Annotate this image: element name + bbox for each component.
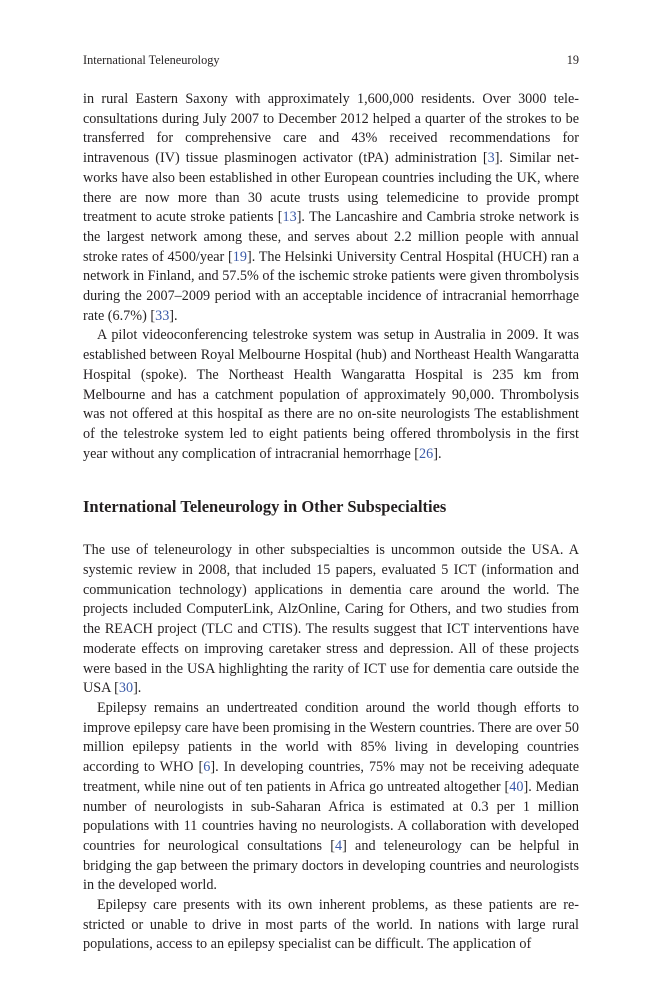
running-head-title: International Teleneurology <box>83 53 220 67</box>
citation-link[interactable]: 33 <box>155 307 170 324</box>
page-number: 19 <box>566 53 579 67</box>
paragraph-epilepsy-care <box>83 896 579 955</box>
text-run: ]. The Lancashire and Cambria stroke network is the largest network among these, and serves about 2.2 million people with annual stroke rates of 4500/year [ <box>83 209 580 265</box>
running-head <box>83 52 579 68</box>
citation-link[interactable]: 3 <box>487 150 495 167</box>
text-run: ]. Similar networks have also been established in other European countries including the UK, where there are now more than 30 acute trusts using telemedicine to provide prompt treatment to acute stroke patients [ <box>83 150 579 226</box>
citation-link[interactable]: 6 <box>203 759 211 776</box>
text-run: A pilot videoconferencing telestroke system was setup in Australia in 2009. It was established between Royal Melbourne Hospital (hub) and Northeast Health Wangaratta Hospital (spoke). The Northeast Health Wangaratta Hospital is 235 km from Melbourne and has a catchment population of approximately 90,000. Thrombolysis was not offered at this hospitaI as there are no on-site neurologists The establishment of the telestroke system led to eight patients being offered thrombolysis in the first year without any complication of intracranial hemorrhage [ <box>83 327 579 462</box>
text-run: ]. <box>133 680 142 697</box>
text-run: ]. <box>169 307 178 324</box>
citation-link[interactable]: 13 <box>282 209 297 226</box>
citation-link[interactable]: 40 <box>509 778 524 795</box>
text-run: in rural Eastern Saxony with approximately 1,600,000 residents. Over 3000 teleconsultations during July 2007 to December 2012 helped a quarter of the strokes to be transferred for comprehensive care and 43% received recommendations for intravenous (IV) tissue plasminogen activator (tPA) administration [ <box>83 91 579 167</box>
body-text <box>83 90 579 955</box>
section-heading: International Teleneurology in Other Subspecialties <box>83 497 447 517</box>
text-run: ]. The Helsinki University Central Hospital (HUCH) ran a network in Finland, and 57.5% of the ischemic stroke patients were given thrombolysis during the 2007–2009 period with an acceptable incidence of intracranial hemorrhage rate (6.7%) [ <box>83 248 579 324</box>
paragraph-saxony-networks <box>83 90 579 326</box>
paragraph-dementia-ict <box>83 541 579 699</box>
text-run: Epilepsy care presents with its own inherent problems, as these patients are restricted or unable to drive in most parts of the world. In nations with large rural populations, access to an epilepsy specialist can be difficult. The application of <box>83 897 579 953</box>
paragraph-epilepsy-undertreated <box>83 699 579 896</box>
citation-link[interactable]: 4 <box>335 837 343 854</box>
text-run: ]. <box>433 445 442 462</box>
text-run: Epilepsy remains an undertreated condition around the world though efforts to improve epilepsy care have been promising in the Western countries. There are over 50 million epilepsy patients in the world with 85% living in developing countries according to WHO [ <box>83 699 579 776</box>
text-run: The use of teleneurology in other subspecialties is uncommon outside the USA. A systemic review in 2008, that included 15 papers, evaluated 5 ICT (information and communication technology) applications in dementia care around the world. The projects included ComputerLink, AlzOnline, Caring for Others, and two studies from the REACH project (TLC and CTIS). The results suggest that ICT interventions have moderate effects on improving caretaker stress and depression. All of these projects were based in the USA highlighting the rarity of ICT use for dementia care outside the USA [ <box>83 542 579 697</box>
citation-link[interactable]: 30 <box>118 680 134 697</box>
text-run: ]. In developing countries, 75% may not be receiving adequate treatment, while nine out of ten patients in Africa go untreated altogether [ <box>83 759 579 795</box>
citation-link[interactable]: 26 <box>419 445 434 462</box>
text-run: ] and teleneurology can be helpful in bridging the gap between the primary doctors in developing countries and neurologists in the developed world. <box>83 837 580 894</box>
paragraph-australia-telestroke <box>83 326 579 464</box>
book-page <box>83 52 579 955</box>
text-run: ]. Median number of neurologists in sub-Saharan Africa is estimated at 0.3 per 1 million populations with 11 countries having no neurologists. A collaboration with developed countries for neurological consultations [ <box>83 778 579 854</box>
citation-link[interactable]: 19 <box>232 248 247 265</box>
